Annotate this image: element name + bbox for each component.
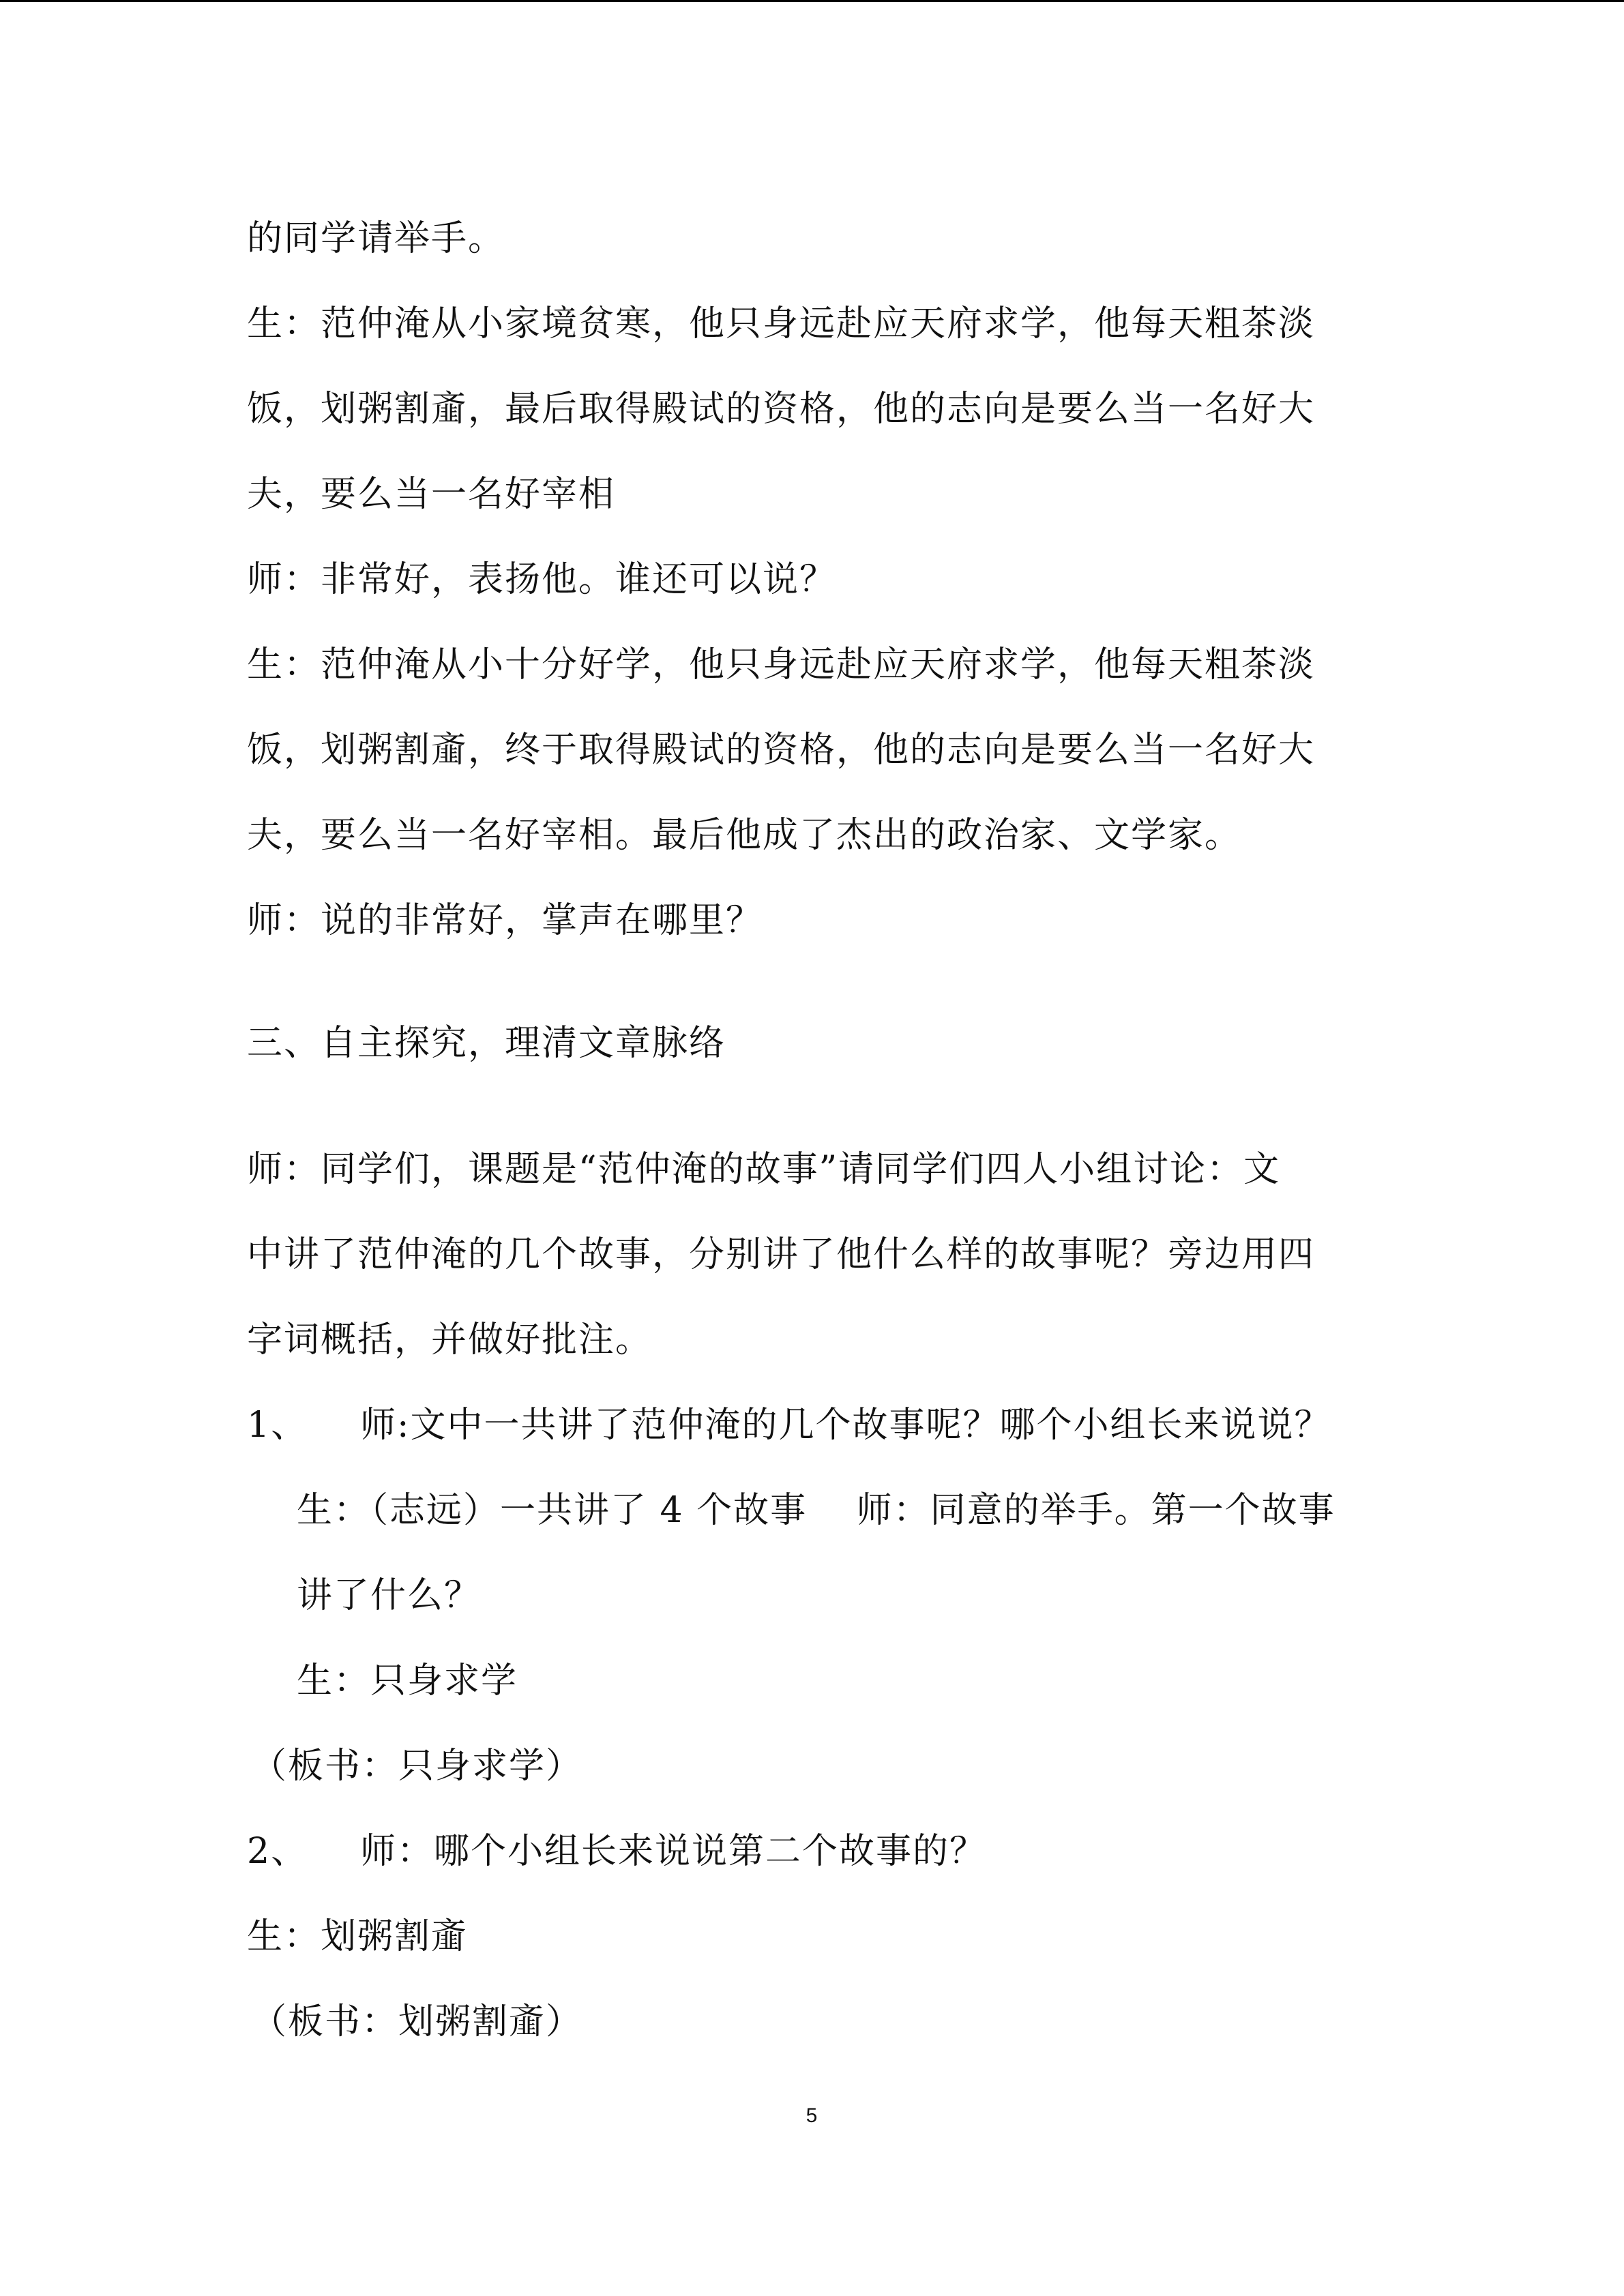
- page-number: 5: [806, 2104, 818, 2127]
- paragraph-line: 师：非常好，表扬他。谁还可以说？: [247, 559, 837, 600]
- paragraph-line: 夫，要么当一名好宰相: [247, 474, 616, 515]
- paragraph-line: 师：同学们，课题是“范仲淹的故事”请同学们四人小组讨论：文: [247, 1149, 1281, 1190]
- list-item-number: 2、: [247, 1831, 308, 1872]
- paragraph-line: 饭，划粥割齑，终于取得殿试的资格，他的志向是要么当一名好大: [247, 730, 1316, 771]
- paragraph-line: 讲了什么？: [297, 1575, 482, 1616]
- list-item-text: 师：哪个小组长来说说第二个故事的？: [360, 1831, 987, 1872]
- top-border-rule: [0, 0, 1624, 2]
- list-item-number: 1、: [247, 1405, 308, 1446]
- paragraph-line: 生：只身求学: [297, 1660, 518, 1701]
- blackboard-note: （板书：划粥割齑）: [251, 2001, 583, 2042]
- paragraph-line: 生：范仲淹从小家境贫寒，他只身远赴应天府求学，他每天粗茶淡: [247, 303, 1316, 344]
- paragraph-line: 字词概括，并做好批注。: [247, 1320, 653, 1360]
- paragraph-line: 夫，要么当一名好宰相。最后他成了杰出的政治家、文学家。: [247, 815, 1242, 856]
- paragraph-line: 生：划粥割齑: [247, 1916, 469, 1957]
- paragraph-line: 生：（志远）一共讲了 4 个故事 师：同意的举手。第一个故事: [297, 1490, 1335, 1531]
- paragraph-line: 的同学请举手。: [247, 218, 505, 259]
- paragraph-line: 中讲了范仲淹的几个故事，分别讲了他什么样的故事呢？旁边用四: [247, 1234, 1316, 1275]
- paragraph-line: 生：范仲淹从小十分好学，他只身远赴应天府求学，他每天粗茶淡: [247, 644, 1316, 685]
- blackboard-note: （板书：只身求学）: [251, 1746, 583, 1787]
- section-heading: 三、自主探究，理清文章脉络: [247, 1023, 726, 1064]
- paragraph-line: 师：说的非常好，掌声在哪里？: [247, 900, 763, 941]
- list-item-text: 师:文中一共讲了范仲淹的几个故事呢？哪个小组长来说说？: [360, 1405, 1331, 1446]
- paragraph-line: 饭，划粥割齑，最后取得殿试的资格，他的志向是要么当一名好大: [247, 389, 1316, 430]
